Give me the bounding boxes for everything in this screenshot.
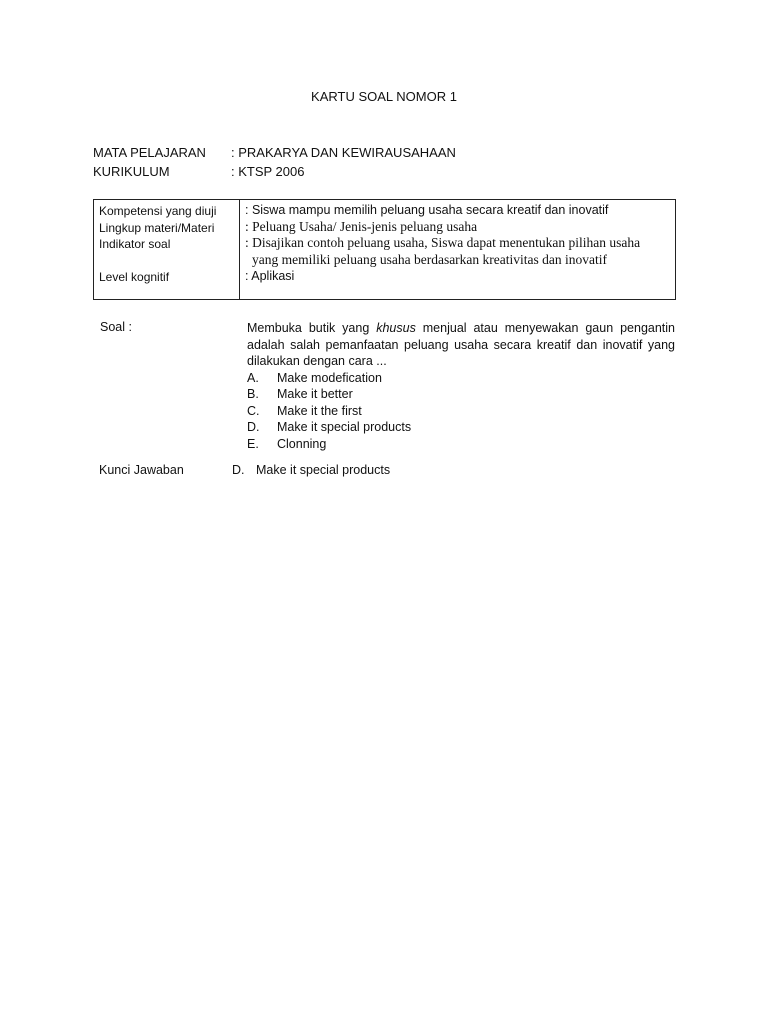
label-spacer: [99, 253, 239, 269]
lingkup-value: : Peluang Usaha/ Jenis-jenis peluang usaha: [245, 218, 478, 234]
option-text: Make modefication: [277, 370, 382, 385]
option-c: [247, 403, 675, 420]
option-text: Make it the first: [277, 403, 362, 418]
question-emphasis: khusus: [376, 321, 416, 335]
option-letter: E.: [247, 436, 259, 451]
option-letter: B.: [247, 387, 259, 401]
answer-key-letter: D.: [232, 463, 245, 477]
lingkup-label: Lingkup materi/Materi: [99, 220, 215, 235]
option-d: [247, 419, 675, 436]
option-a: [247, 370, 675, 387]
option-letter: A.: [247, 370, 259, 385]
option-letter: D.: [247, 420, 260, 434]
subject-row: [93, 145, 456, 160]
soal-label: Soal :: [100, 320, 132, 334]
info-values: [240, 200, 675, 299]
indikator-value-line2: yang memiliki peluang usaha berdasarkan kreativitas dan inovatif: [252, 251, 608, 267]
option-e: [247, 436, 675, 453]
curriculum-label: KURIKULUM: [93, 164, 170, 179]
curriculum-value: : KTSP 2006: [231, 164, 305, 179]
curriculum-row: [93, 164, 304, 179]
question-text-end: menjual atau menyewakan gaun pengantin adalah salah pemanfaatan peluang usaha secara kreatif dan inovatif yang dilakukan dengan cara ...: [247, 321, 676, 368]
option-letter: C.: [247, 403, 260, 418]
kompetensi-value: : Siswa mampu memilih peluang usaha secara kreatif dan inovatif: [245, 203, 609, 217]
info-labels: [94, 200, 240, 299]
answer-key-text: Make it special products: [256, 463, 391, 477]
document-title: KARTU SOAL NOMOR 1: [311, 89, 457, 104]
soal-body: [247, 320, 675, 452]
option-b: [247, 386, 675, 403]
indikator-label: Indikator soal: [99, 237, 171, 251]
question-text-start: Membuka butik yang: [247, 321, 377, 335]
subject-value: : PRAKARYA DAN KEWIRAUSAHAAN: [231, 145, 456, 160]
info-table: [93, 199, 676, 300]
answer-key: [99, 463, 390, 477]
option-text: Make it better: [277, 387, 353, 401]
option-text: Make it special products: [277, 420, 412, 434]
option-text: Clonning: [277, 436, 327, 451]
question-text: [247, 320, 675, 370]
answer-key-label: Kunci Jawaban: [99, 463, 184, 477]
level-label: Level kognitif: [99, 269, 170, 284]
subject-label: MATA PELAJARAN: [93, 145, 206, 160]
indikator-value-line1: : Disajikan contoh peluang usaha, Siswa dapat menentukan pilihan usaha: [245, 235, 641, 250]
kompetensi-label: Kompetensi yang diuji: [99, 204, 217, 218]
level-value: : Aplikasi: [245, 269, 295, 283]
